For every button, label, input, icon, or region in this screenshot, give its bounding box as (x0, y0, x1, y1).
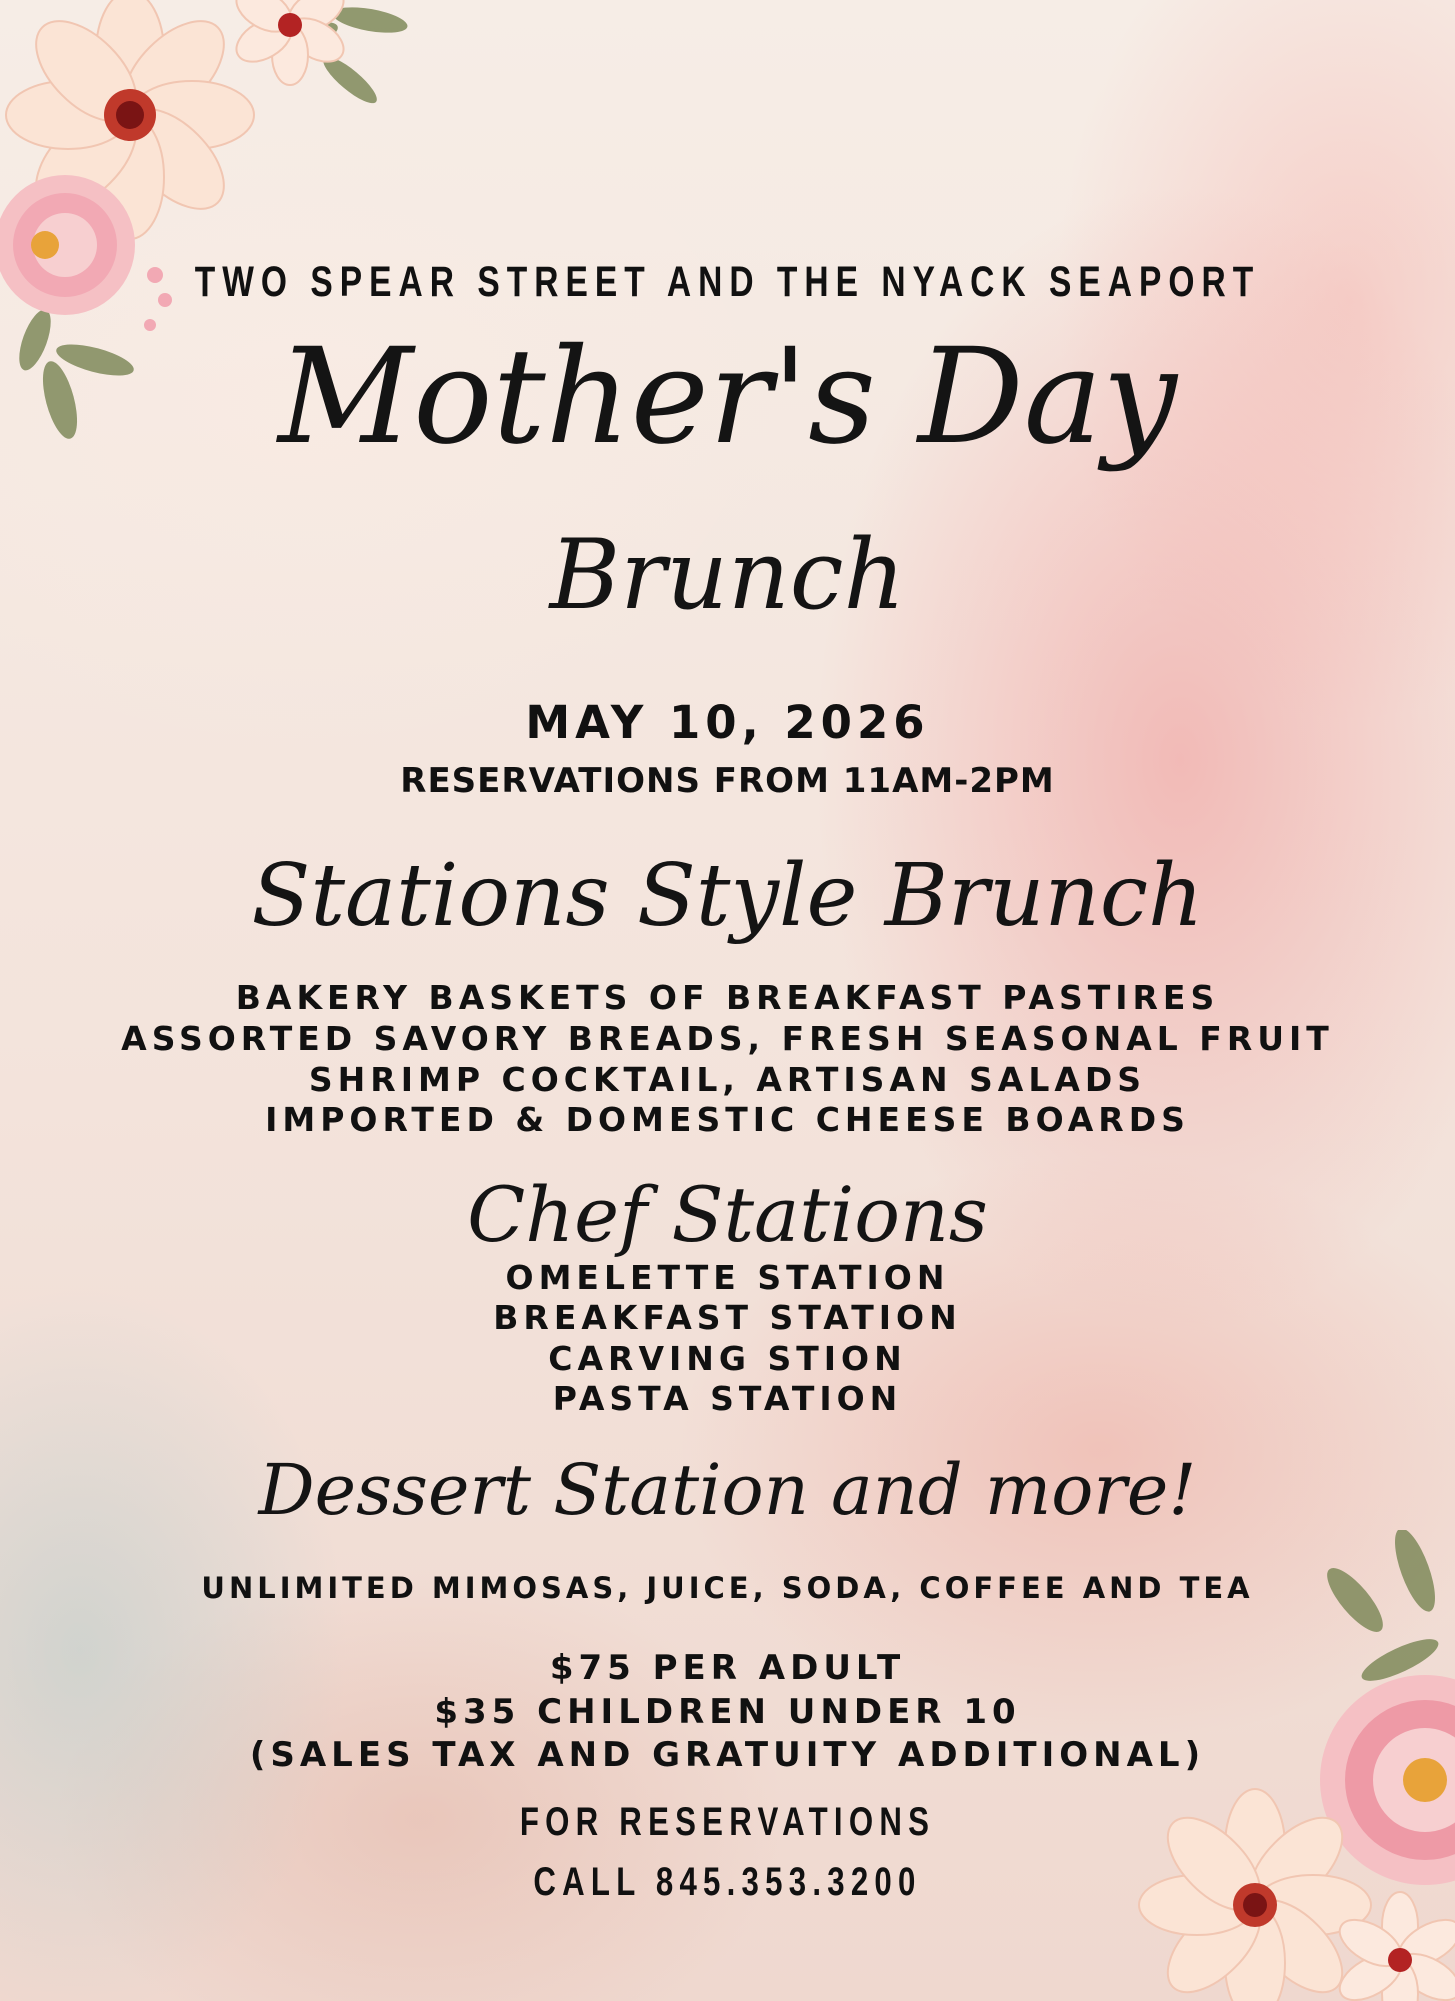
dessert-heading: Dessert Station and more! (258, 1449, 1197, 1531)
venue-heading: TWO SPEAR STREET AND THE NYACK SEAPORT (194, 258, 1261, 306)
reservations-phone: CALL 845.353.3200 (533, 1860, 922, 1904)
list-item: CARVING STION (548, 1339, 907, 1378)
list-item: OMELETTE STATION (505, 1258, 950, 1297)
chef-stations-heading: Chef Stations (467, 1170, 988, 1259)
title-brunch: Brunch (549, 519, 906, 631)
event-hours: RESERVATIONS FROM 11AM-2PM (400, 761, 1055, 801)
list-item: BAKERY BASKETS OF BREAKFAST PASTIRES (235, 978, 1220, 1017)
list-item: SHRIMP COCKTAIL, ARTISAN SALADS (308, 1060, 1147, 1099)
event-date: MAY 10, 2026 (525, 696, 930, 749)
price-note: (SALES TAX AND GRATUITY ADDITIONAL) (249, 1735, 1206, 1775)
price-children: $35 CHILDREN UNDER 10 (434, 1692, 1021, 1732)
stations-style-heading: Stations Style Brunch (251, 846, 1204, 946)
title-mothers-day: Mother's Day (278, 320, 1177, 474)
reservations-label: FOR RESERVATIONS (519, 1800, 936, 1844)
drinks-text: UNLIMITED MIMOSAS, JUICE, SODA, COFFEE AND TEA (201, 1571, 1254, 1605)
list-item: PASTA STATION (552, 1379, 903, 1418)
list-item: ASSORTED SAVORY BREADS, FRESH SEASONAL FRUIT (121, 1019, 1334, 1058)
list-item: BREAKFAST STATION (493, 1298, 962, 1337)
list-item: IMPORTED & DOMESTIC CHEESE BOARDS (265, 1100, 1190, 1139)
price-adult: $75 PER ADULT (549, 1648, 906, 1688)
